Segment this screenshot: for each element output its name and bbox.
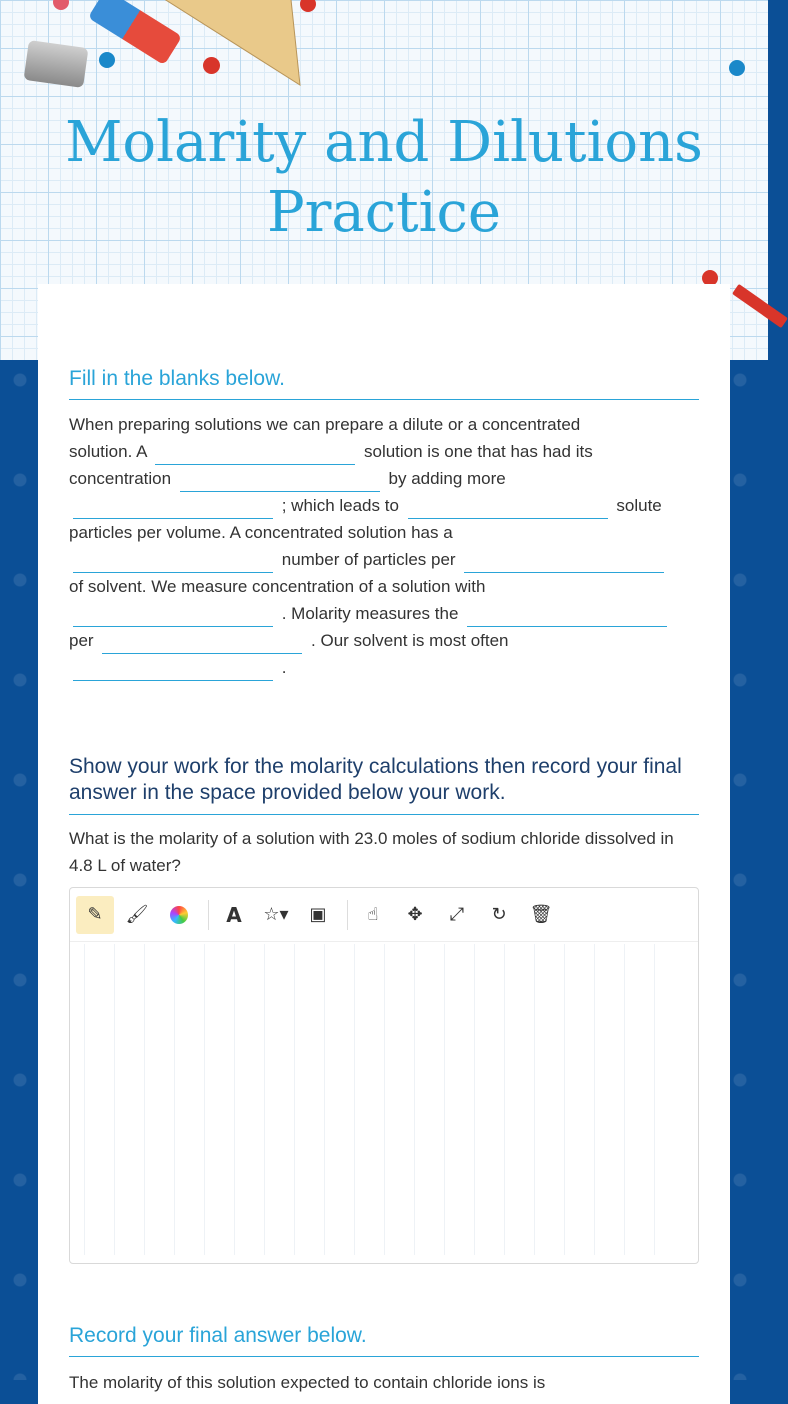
page-title: Molarity and Dilutions Practice bbox=[65, 110, 703, 245]
pencil-icon bbox=[732, 284, 788, 328]
blank-input-5[interactable] bbox=[73, 553, 273, 573]
final-answer-text: The molarity of this solution expected to contain chloride ions is bbox=[69, 1373, 546, 1392]
blank-input-10[interactable] bbox=[73, 661, 273, 681]
toolbar-divider bbox=[208, 900, 209, 930]
section-heading-fill-blanks: Fill in the blanks below. bbox=[69, 367, 699, 400]
question-text: What is the molarity of a solution with 23.0 moles of sodium chloride dissolved in 4.8 L of water? bbox=[69, 829, 674, 875]
brush-tool-icon[interactable]: 🖌 bbox=[125, 904, 149, 925]
move-tool-icon[interactable]: ✥ bbox=[407, 904, 423, 925]
decor-dot-blue bbox=[729, 60, 745, 76]
worksheet-card bbox=[38, 284, 730, 1404]
blank-input-3[interactable] bbox=[73, 499, 273, 519]
blank-input-6[interactable] bbox=[464, 553, 664, 573]
decor-dot-blue bbox=[99, 52, 115, 68]
fill-blanks-paragraph: When preparing solutions we can prepare a dilute or a concentrated solution. A solution is one that has had its concentration by adding more ; which leads to solute particles per volume. A concentrated solution has a number of particles per of solvent. We measure concentration of a solution with . Molarity measures the per . Our solvent is most often . bbox=[69, 411, 699, 681]
pencil-tool-icon[interactable]: ✎ bbox=[76, 896, 114, 934]
sharpener-icon bbox=[24, 40, 89, 88]
section-heading-show-work: Show your work for the molarity calculations then record your final answer in the space provided below your work. bbox=[69, 754, 699, 815]
drawing-canvas[interactable] bbox=[84, 944, 684, 1255]
hand-tool-icon[interactable]: ☝ bbox=[367, 904, 379, 925]
toolbar-divider bbox=[347, 900, 348, 930]
expand-icon[interactable]: ⤢ bbox=[449, 904, 465, 925]
blank-input-2[interactable] bbox=[180, 472, 380, 492]
ruler-icon bbox=[150, 0, 310, 90]
drawing-area[interactable] bbox=[69, 887, 699, 1264]
blank-input-1[interactable] bbox=[155, 445, 355, 465]
color-picker-icon[interactable] bbox=[160, 896, 198, 934]
blank-input-7[interactable] bbox=[73, 607, 273, 627]
drawing-toolbar bbox=[70, 888, 698, 942]
trash-icon[interactable]: 🗑 bbox=[529, 904, 553, 925]
redo-icon[interactable]: ↻ bbox=[491, 904, 507, 925]
blank-input-9[interactable] bbox=[102, 634, 302, 654]
blank-input-4[interactable] bbox=[408, 499, 608, 519]
section-heading-final-answer: Record your final answer below. bbox=[69, 1324, 699, 1357]
stamp-tool-icon[interactable]: ☆▾ bbox=[263, 904, 289, 925]
image-tool-icon[interactable]: ▣ bbox=[309, 904, 327, 925]
text-tool-icon[interactable]: A bbox=[226, 902, 242, 927]
blank-input-8[interactable] bbox=[467, 607, 667, 627]
decor-dot-red bbox=[53, 0, 69, 10]
